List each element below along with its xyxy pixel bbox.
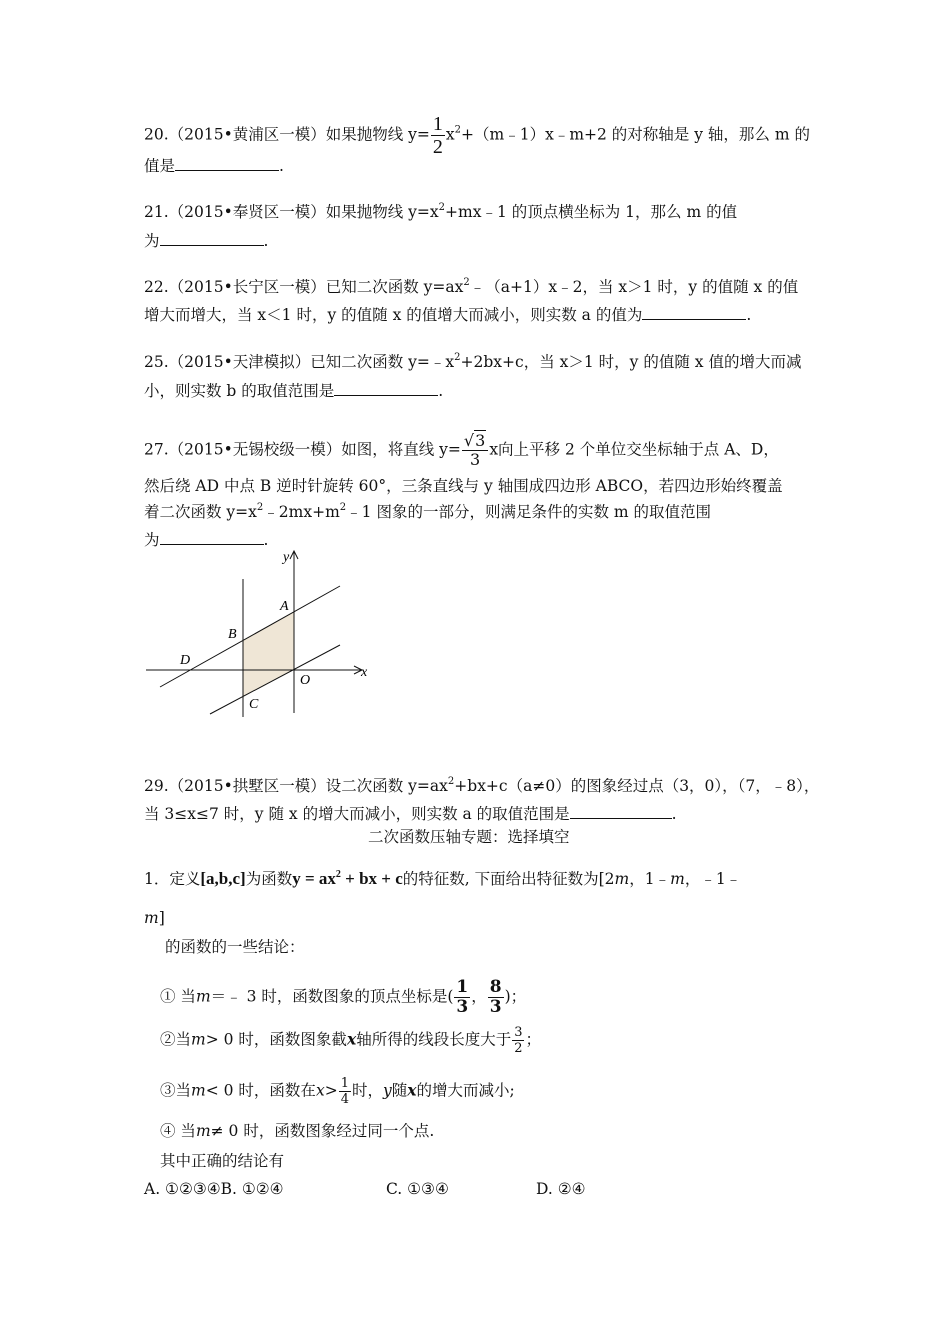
p1-line2 [144, 911, 165, 927]
item3-a: ③当 [160, 1081, 192, 1100]
q29-exp: 2 [447, 776, 455, 787]
p1-func-a: y = ax [292, 869, 336, 888]
q20-frac-den: 2 [432, 136, 443, 158]
p1-line1 [144, 870, 741, 888]
q27-text-line3-b: ﹣2mx+m [263, 503, 340, 521]
q27-text-line3-a: 着二次函数 y=x [144, 503, 257, 521]
q27-answer-blank[interactable] [160, 530, 264, 545]
q20-var-x: x [445, 125, 455, 144]
q22-answer-blank[interactable] [642, 305, 746, 320]
item1-f2-den: 3 [489, 997, 502, 1017]
q21-line2-prefix: 为 [144, 232, 160, 250]
p1-item3 [160, 1077, 515, 1106]
item3-m: m [191, 1081, 206, 1100]
p1-intro-d: ，1﹣ [629, 870, 671, 888]
q27-frac-den: 3 [470, 450, 481, 469]
item2-f-num: 3 [514, 1025, 523, 1040]
p1-item4 [160, 1124, 434, 1140]
q27-exp2: 2 [339, 502, 347, 513]
p1-intro-a: 1．定义 [144, 870, 201, 888]
q22-exp: 2 [463, 277, 470, 288]
q22-line2 [144, 305, 751, 324]
q29-line2-prefix: 当 3≤x≤7 时，y 随 x 的增大而减小，则实数 a 的取值范围是 [144, 805, 570, 823]
item2-frac [512, 1026, 524, 1055]
q20-line2 [144, 156, 284, 175]
label-d: D [180, 653, 191, 668]
q25-line2-prefix: 小，则实数 b 的取值范围是 [144, 382, 335, 400]
q20-answer-blank[interactable] [175, 156, 279, 171]
q29-line2 [144, 804, 677, 823]
item2-d: ； [525, 1030, 541, 1049]
item4-a: ④ 当 [160, 1122, 196, 1140]
q25-line2-suffix: . [438, 382, 444, 400]
item3-f-den: 4 [340, 1092, 349, 1107]
item1-m: m [195, 987, 211, 1006]
q22-line1 [144, 277, 799, 296]
q27-line4-suffix: . [263, 531, 269, 549]
item1-frac2 [488, 979, 504, 1016]
q21-exp: 2 [438, 202, 446, 213]
item3-f-num: 1 [340, 1076, 349, 1091]
p1-line3 [165, 940, 305, 956]
label-y: y [283, 550, 290, 565]
q27-frac-num: √3 [462, 433, 488, 451]
q21-line2 [144, 231, 268, 250]
item2-f-den: 2 [514, 1041, 523, 1056]
q25-text-a: 25.（2015•天津模拟）已知二次函数 y=﹣x [144, 353, 455, 371]
item1-comma: ， [471, 987, 487, 1006]
q29-text-b: +bx+c（a≠0）的图象经过点（3，0），（7，﹣8）， [454, 777, 820, 795]
item2-m: m [191, 1030, 206, 1049]
item3-x: x [315, 1081, 325, 1100]
q22-text-b: ﹣（a+1）x﹣2，当 x＞1 时，y 的值随 x 的值 [469, 278, 799, 296]
q21-line1 [144, 202, 738, 221]
option-a-b[interactable]: A. ①②③④B. ①②④ [144, 1180, 284, 1198]
q29-answer-blank[interactable] [570, 804, 672, 819]
label-x: x [361, 665, 368, 680]
p1-item1 [160, 979, 526, 1016]
q27-text-a: 27.（2015•无锡校级一模）如图，将直线 y= [144, 440, 461, 459]
option-d[interactable]: D. ②④ [536, 1180, 586, 1198]
p1-func [292, 869, 403, 888]
item2-a: ②当 [160, 1030, 192, 1049]
q25-exp: 2 [454, 352, 461, 363]
q21-text-b: +mx﹣1 的顶点横坐标为 1，那么 m 的值 [445, 203, 738, 221]
q20-fraction [431, 114, 445, 157]
q20-line1 [144, 114, 810, 157]
q27-text-line3-c: ﹣1 图象的一部分，则满足条件的实数 m 的取值范围 [346, 503, 712, 521]
label-a: A [280, 599, 289, 614]
q20-frac-num: 1 [432, 113, 443, 135]
item3-e: 随 [391, 1081, 408, 1100]
p1-m2: m [670, 870, 685, 888]
item1-f1-den: 3 [456, 997, 469, 1017]
p1-line2-m: m [144, 909, 159, 927]
item1-frac1 [454, 979, 470, 1016]
q27-line4-prefix: 为 [144, 531, 160, 549]
p1-bracket: [a,b,c] [200, 869, 246, 888]
item3-y: y [382, 1081, 392, 1100]
label-b: B [228, 627, 237, 642]
q27-frac-num-root: 3 [475, 431, 486, 450]
p1-line2-b: ] [158, 909, 165, 927]
q29-line2-suffix: . [671, 805, 677, 823]
q22-line2-prefix: 增大而增大，当 x＜1 时，y 的值随 x 的值增大而减小，则实数 a 的值为 [144, 306, 643, 324]
q25-text-b: +2bx+c，当 x＞1 时，y 的值随 x 值的增大而减 [460, 353, 802, 371]
p1-func-exp: 2 [335, 869, 341, 880]
item3-frac [339, 1077, 351, 1106]
q27-line3 [144, 502, 712, 521]
q21-text-a: 21.（2015•奉贤区一模）如果抛物线 y=x [144, 203, 439, 221]
q29-line1 [144, 776, 820, 795]
q22-text-a: 22.（2015•长宁区一模）已知二次函数 y=ax [144, 278, 464, 296]
item1-c: )； [504, 987, 527, 1006]
p1-func-b: + bx + c [340, 869, 403, 888]
q25-line1 [144, 352, 802, 371]
item4-b: ≠ 0 时，函数图象经过同一个点. [210, 1122, 435, 1140]
q27-text-b: x向上平移 2 个单位交坐标轴于点 A、D， [489, 440, 779, 459]
q20-exp: 2 [454, 124, 462, 136]
item3-b: < 0 时，函数在 [205, 1081, 316, 1100]
item3-f: 的增大而减小; [416, 1081, 515, 1100]
q20-text-prefix: 20.（2015•黄浦区一模）如果抛物线 y= [144, 125, 430, 144]
q25-answer-blank[interactable] [334, 381, 438, 396]
p1-m1: m [614, 870, 630, 888]
q20-line2-suffix: . [279, 157, 284, 175]
q27-line2 [144, 479, 783, 495]
label-c: C [249, 697, 259, 712]
q21-line2-suffix: . [263, 232, 269, 250]
p1-intro-b: 为函数 [245, 870, 293, 888]
q20-text-suffix: +（m﹣1）x﹣m+2 的对称轴是 y 轴，那么 m 的 [461, 125, 810, 144]
item1-a: ① 当 [160, 987, 196, 1006]
item3-x2: x [407, 1080, 417, 1100]
item3-d: 时， [351, 1081, 383, 1100]
label-o: O [300, 673, 311, 688]
q22-line2-suffix: . [746, 306, 752, 324]
p1-intro-c: 的特征数, 下面给出特征数为[2 [402, 870, 615, 888]
p1-question: 其中正确的结论有 [160, 1152, 285, 1170]
item2-c: 轴所得的线段长度大于 [356, 1030, 512, 1049]
q27-exp1: 2 [256, 502, 264, 513]
q27-line1 [144, 433, 779, 468]
q21-answer-blank[interactable] [160, 231, 264, 246]
item2-x: x [346, 1029, 357, 1049]
p1-line3-text: 的函数的一些结论： [165, 938, 305, 956]
q29-text-a: 29.（2015•拱墅区一模）设二次函数 y=ax [144, 777, 448, 795]
section-title: 二次函数压轴专题：选择填空 [368, 828, 570, 846]
item1-b: ＝﹣ 3 时，函数图象的顶点坐标是( [210, 987, 454, 1006]
q27-fraction [462, 433, 488, 468]
p1-intro-e: ，﹣1﹣ [684, 870, 742, 888]
q20-line2-prefix: 值是 [144, 157, 176, 175]
item1-f1-num: 1 [456, 977, 469, 997]
item3-c: > [324, 1081, 338, 1100]
item4-m: m [195, 1122, 211, 1140]
q25-line2 [144, 381, 443, 400]
item1-f2-num: 8 [489, 977, 502, 997]
option-c[interactable]: C. ①③④ [386, 1180, 449, 1198]
q27-figure [140, 545, 380, 720]
q27-text-line2: 然后绕 AD 中点 B 逆时针旋转 60°，三条直线与 y 轴围成四边形 ABCO，若四边形始终覆盖 [144, 477, 783, 495]
item2-b: > 0 时，函数图象截 [205, 1030, 347, 1049]
p1-item2 [160, 1026, 541, 1055]
